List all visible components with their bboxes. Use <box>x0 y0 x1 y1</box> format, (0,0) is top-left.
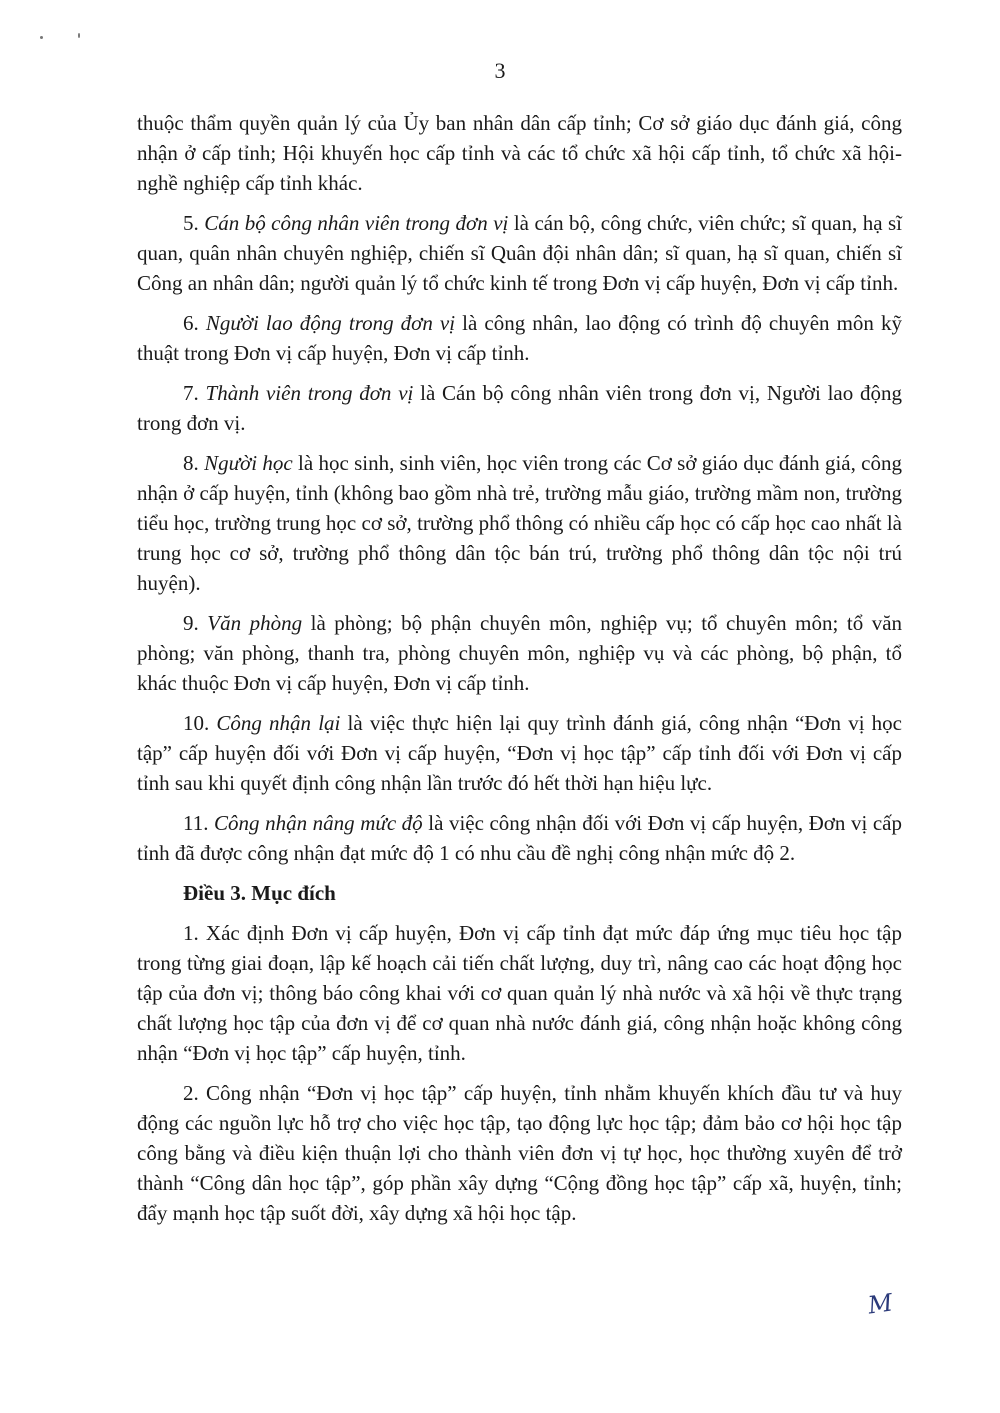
definition-paragraph <box>137 808 902 868</box>
definition-paragraph <box>137 708 902 798</box>
definition-paragraph <box>137 108 902 198</box>
definition-text: là cán bộ, công chức, viên chức; sĩ quan, hạ sĩ quan, quân nhân chuyên nghiệp, chiến sĩ Quân đội nhân dân; sĩ quan, hạ sĩ quan, chiến sĩ Công an nhân dân; người quản lý tổ chức kinh tế trong Đơn vị cấp huyện, Đơn vị cấp tỉnh. <box>137 211 903 295</box>
item-number: 10. <box>183 711 217 735</box>
definition-paragraph <box>137 448 902 598</box>
defined-term: Thành viên trong đơn vị <box>205 381 414 405</box>
definition-text: là học sinh, sinh viên, học viên trong các Cơ sở giáo dục đánh giá, công nhận ở cấp huyện, tỉnh (không bao gồm nhà trẻ, trường mẫu giáo, trường mầm non, trường tiểu học, trường trung học cơ sở, trường phổ thông có nhiều cấp học có cấp học cao nhất là trung học cơ sở, trường phổ thông dân tộc bán trú, trường phổ thông dân tộc nội trú huyện). <box>137 451 902 595</box>
defined-term: Cán bộ công nhân viên trong đơn vị <box>204 211 509 235</box>
item-number: 9. <box>183 611 208 635</box>
definition-paragraph <box>137 608 902 698</box>
page-number: 3 <box>494 58 506 83</box>
scan-speck <box>78 33 80 38</box>
item-number: 5. <box>183 211 205 235</box>
item-number: 7. <box>183 381 206 405</box>
definition-text: là việc thực hiện lại quy trình đánh giá, công nhận “Đơn vị học tập” cấp huyện đối với Đơn vị cấp huyện, “Đơn vị học tập” cấp tỉnh đối với Đơn vị cấp tỉnh sau khi quyết định công nhận lần trước đó hết thời hạn hiệu lực. <box>137 711 902 795</box>
article-heading: Điều 3. Mục đích <box>183 881 336 905</box>
definition-text: là Cán bộ công nhân viên trong đơn vị, Người lao động trong đơn vị. <box>137 381 903 435</box>
definition-paragraph <box>137 308 902 368</box>
definition-paragraph <box>137 378 902 438</box>
purpose-paragraph: 2. Công nhận “Đơn vị học tập” cấp huyện, tỉnh nhằm khuyến khích đầu tư và huy động các nguồn lực hỗ trợ cho việc học tập, tạo động lực học tập; đảm bảo cơ hội học tập công bằng và điều kiện thuận lợi cho thành viên đơn vị tự học, học thường xuyên để trở thành “Công dân học tập”, góp phần xây dựng “Cộng đồng học tập” cấp xã, huyện, tỉnh; đẩy mạnh học tập suốt đời, xây dựng xã hội học tập. <box>137 1081 902 1225</box>
defined-term: Công nhận nâng mức độ <box>214 811 423 835</box>
item-number: 11. <box>183 811 215 835</box>
definition-paragraph <box>137 208 902 298</box>
defined-term: Người học <box>204 451 293 475</box>
definition-text: là công nhân, lao động có trình độ chuyên môn kỹ thuật trong Đơn vị cấp huyện, Đơn vị cấp tỉnh. <box>137 311 902 365</box>
paragraph-text: thuộc thẩm quyền quản lý của Ủy ban nhân dân cấp tỉnh; Cơ sở giáo dục đánh giá, công nhận ở cấp tỉnh; Hội khuyến học cấp tỉnh và các tổ chức xã hội cấp tỉnh, tổ chức xã hội-nghề nghiệp cấp tỉnh khác. <box>137 111 902 195</box>
document-body <box>137 108 902 1238</box>
defined-term: Văn phòng <box>207 611 303 635</box>
scan-speck <box>40 36 43 39</box>
defined-term: Công nhận lại <box>216 711 341 735</box>
handwritten-initials: M <box>866 1288 895 1320</box>
defined-term: Người lao động trong đơn vị <box>205 311 456 335</box>
definition-text: là việc công nhận đối với Đơn vị cấp huyện, Đơn vị cấp tỉnh đã được công nhận đạt mức độ 1 có nhu cầu đề nghị công nhận mức độ 2. <box>137 811 902 865</box>
purpose-paragraph: 1. Xác định Đơn vị cấp huyện, Đơn vị cấp tỉnh đạt mức đáp ứng mục tiêu học tập trong từng giai đoạn, lập kế hoạch cải tiến chất lượng, duy trì, nâng cao các hoạt động học tập của đơn vị; thông báo công khai với cơ quan quản lý nhà nước và xã hội về thực trạng chất lượng học tập của đơn vị để cơ quan nhà nước đánh giá, công nhận hoặc không công nhận “Đơn vị học tập” cấp huyện, tỉnh. <box>137 921 902 1065</box>
item-number: 6. <box>183 311 206 335</box>
item-number: 8. <box>183 451 205 475</box>
definition-text: là phòng; bộ phận chuyên môn, nghiệp vụ; tổ chuyên môn; tổ văn phòng; văn phòng, thanh tra, phòng chuyên môn, nghiệp vụ và các phòng, bộ phận, tổ khác thuộc Đơn vị cấp huyện, Đơn vị cấp tỉnh. <box>137 611 903 695</box>
